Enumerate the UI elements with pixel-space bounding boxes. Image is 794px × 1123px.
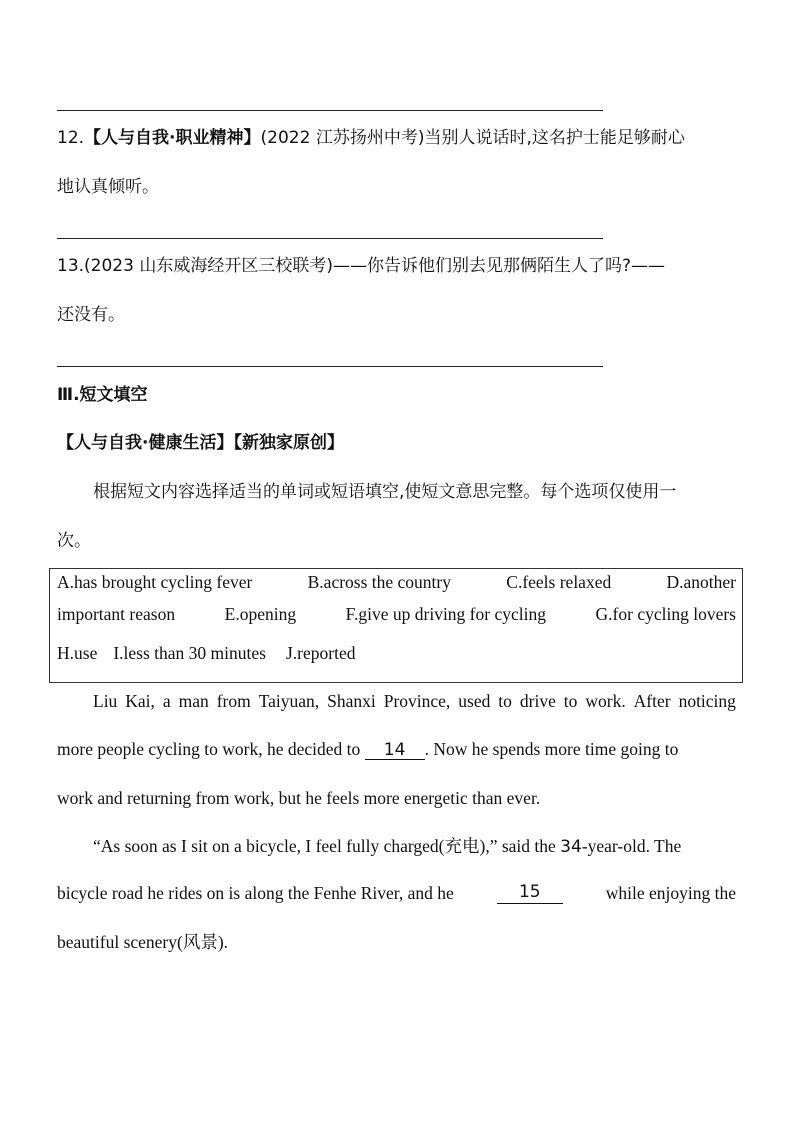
passage-word: Shanxi <box>327 691 376 711</box>
answer-line-13 <box>57 366 603 367</box>
passage-text: . Now he spends more time going to <box>424 739 679 759</box>
passage-text: “As soon as I sit on a bicycle, I feel fully charged(充电),” said the <box>93 836 561 856</box>
passage-p2-line-2 <box>57 883 736 904</box>
option-h: H.use <box>57 643 98 663</box>
option-i: I.less than 30 minutes <box>113 643 266 663</box>
question-12-text: 当别人说话时,这名护士能足够耐心 <box>424 128 685 148</box>
age-number: 34 <box>560 837 582 857</box>
passage-text: -year-old. The <box>581 836 682 856</box>
section-instruction-continuation: 次。 <box>57 531 91 551</box>
question-12-number: 12. <box>57 128 85 148</box>
option-d-continuation: important reason <box>57 604 176 624</box>
option-c: C.feels relaxed <box>506 572 612 592</box>
question-12 <box>57 127 685 149</box>
passage-word: Kai, <box>125 691 155 711</box>
passage-word: used <box>458 691 491 711</box>
passage-word: noticing <box>678 691 736 711</box>
option-d: D.another <box>666 572 736 592</box>
passage-word: Taiyuan, <box>258 691 320 711</box>
option-a: A.has brought cycling fever <box>57 572 253 592</box>
section-instruction: 根据短文内容选择适当的单词或短语填空,使短文意思完整。每个选项仅使用一 <box>93 482 677 502</box>
passage-word: a <box>162 691 171 711</box>
blank-15[interactable]: 15 <box>497 883 563 904</box>
question-12-tag: 【人与自我·职业精神】 <box>84 128 261 148</box>
option-j: J.reported <box>285 643 356 663</box>
passage-p1-line-2 <box>57 739 736 760</box>
question-13 <box>57 255 665 277</box>
passage-word: man <box>178 691 209 711</box>
option-b: B.across the country <box>307 572 451 592</box>
passage-word: from <box>216 691 251 711</box>
answer-line-12 <box>57 238 603 239</box>
options-row-2 <box>57 604 736 625</box>
section-heading: Ⅲ.短文填空 <box>57 385 148 405</box>
passage-word: to <box>498 691 512 711</box>
passage-text: bicycle road he rides on is along the Fenhe River, and he <box>57 883 454 903</box>
options-row-3 <box>57 643 736 664</box>
question-13-number: 13. <box>57 256 85 276</box>
option-g: G.for cycling lovers <box>595 604 736 624</box>
passage-p1-line-1 <box>93 691 736 712</box>
passage-text: while enjoying the <box>605 883 736 903</box>
passage-word: After <box>633 691 671 711</box>
passage-word: Liu <box>93 691 118 711</box>
passage-word: Province, <box>383 691 451 711</box>
blank-14[interactable]: 14 <box>365 741 425 760</box>
section-tags: 【人与自我·健康生活】【新独家原创】 <box>57 433 344 453</box>
passage-p2-line-1 <box>93 835 681 858</box>
question-12-continuation: 地认真倾听。 <box>57 177 159 197</box>
question-12-source: (2022 江苏扬州中考) <box>260 128 425 148</box>
passage-p1-line-3: work and returning from work, but he feels more energetic than ever. <box>57 788 541 808</box>
passage-p2-line-3: beautiful scenery(风景). <box>57 932 229 952</box>
option-e: E.opening <box>224 604 297 624</box>
answer-line-11 <box>57 110 603 111</box>
question-13-source: (2023 山东威海经开区三校联考) <box>84 256 333 276</box>
passage-p1-line-2-text <box>57 739 678 760</box>
question-13-text: ——你告诉他们别去见那俩陌生人了吗?—— <box>332 256 666 276</box>
passage-word: to <box>563 691 578 711</box>
passage-word: drive <box>519 691 556 711</box>
option-f: F.give up driving for cycling <box>345 604 546 624</box>
passage-word: work. <box>585 691 626 711</box>
question-13-continuation: 还没有。 <box>57 305 125 325</box>
options-row-1 <box>57 572 736 593</box>
passage-text: more people cycling to work, he decided to <box>57 739 361 759</box>
